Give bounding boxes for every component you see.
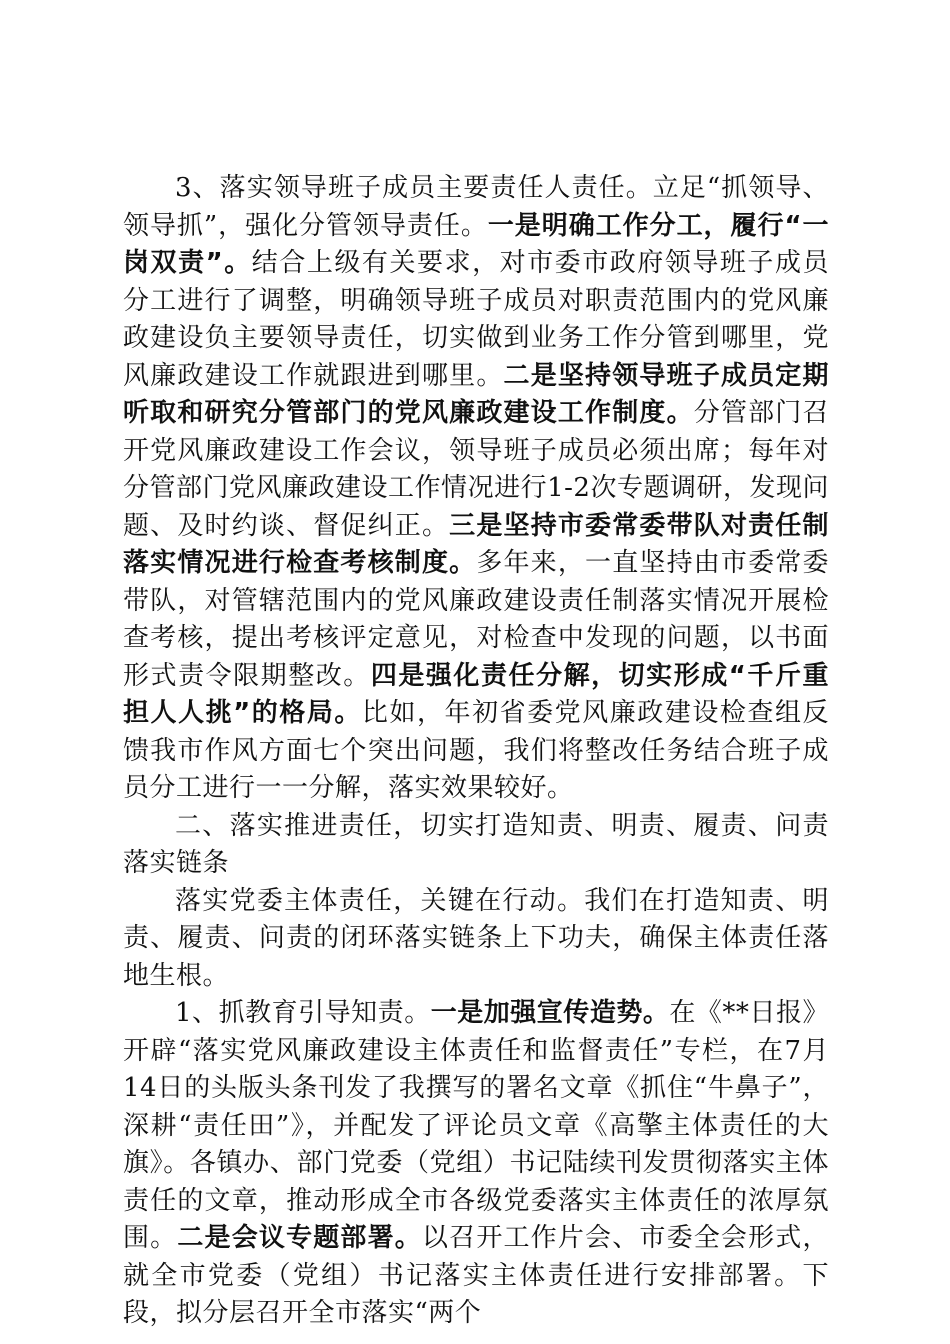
paragraph-intro [123, 883, 829, 996]
text-run: 以召开工作片会、市委全会形式，就全市党委（党组）书记落实主体责任进行安排部署。下段，拟分层召开全市落实“两个 [123, 1223, 829, 1328]
bold-run: 一是加强宣传造势。 [430, 998, 670, 1028]
bold-run: 二是坚持领导班子成员定期听取和研究分管部门的党风廉政建设工作制度。 [123, 360, 829, 428]
bold-run: 四是强化责任分解，切实形成“千斤重担人人挑”的格局。 [123, 660, 829, 728]
bold-run: 三是坚持市委常委带队对责任制落实情况进行检查考核制度。 [123, 510, 829, 578]
text-run: 多年来，一直坚持由市委常委带队，对管辖范围内的党风廉政建设责任制落实情况开展检查考核，提出考核评定意见，对检查中发现的问题，以书面形式责令限期整改。 [123, 548, 829, 691]
section-heading [123, 808, 829, 883]
text-run: 在《**日报》开辟“落实党风廉政建设主体责任和监督责任”专栏，在7月14日的头版头条刊发了我撰写的署名文章《抓住“牛鼻子”，深耕“责任田”》，并配发了评论员文章《高擎主体责任的大旗》。各镇办、部门党委（党组）书记陆续刊发贯彻落实主体责任的文章，推动形成全市各级党委落实主体责任的浓厚氛围。 [123, 998, 829, 1253]
text-run: 落实党委主体责任，关键在行动。我们在打造知责、明责、履责、问责的闭环落实链条上下功夫，确保主体责任落地生根。 [123, 885, 829, 991]
paragraph-education [123, 995, 829, 1333]
paragraph-leadership-responsibility [123, 170, 829, 808]
document-page [123, 170, 829, 1333]
text-run: 结合上级有关要求，对市委市政府领导班子成员分工进行了调整，明确领导班子成员对职责范围内的党风廉政建设负主要领导责任，切实做到业务工作分管到哪里，党风廉政建设工作就跟进到哪里。 [123, 248, 829, 391]
text-run: 分管部门召开党风廉政建设工作会议，领导班子成员必须出席；每年对分管部门党风廉政建设工作情况进行1-2次专题调研，发现问题、及时约谈、督促纠正。 [123, 398, 829, 541]
bold-run: 一是明确工作分工，履行“一岗双责”。 [123, 210, 830, 278]
text-run: 3、落实领导班子成员主要责任人责任。立足“抓领导、领导抓”，强化分管领导责任。 [123, 173, 829, 241]
text-run: 1、抓教育引导知责。 [175, 998, 431, 1028]
heading-text: 二、落实推进责任，切实打造知责、明责、履责、问责落实链条 [123, 810, 829, 878]
bold-run: 二是会议专题部署。 [177, 1223, 422, 1253]
text-run: 比如，年初省委党风廉政建设检查组反馈我市作风方面七个突出问题，我们将整改任务结合班子成员分工进行一一分解，落实效果较好。 [123, 698, 829, 803]
